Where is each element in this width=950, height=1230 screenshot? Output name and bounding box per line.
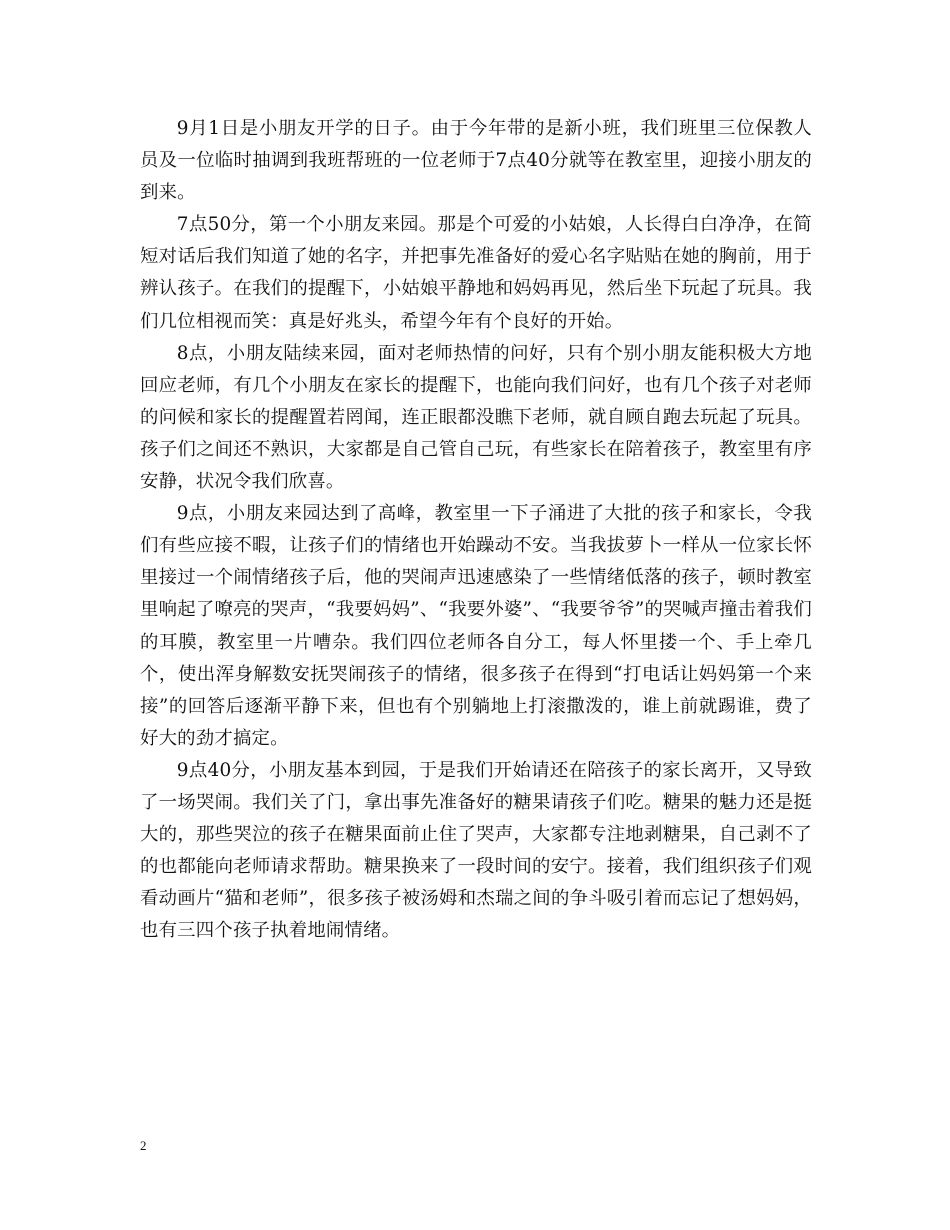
paragraph-2: 7点50分，第一个小朋友来园。那是个可爱的小姑娘，人长得白白净净，在简短对话后我们知道了她的名字，并把事先准备好的爱心名字贴贴在她的胸前，用于辨认孩子。在我们的提醒下，小姑娘平静地和妈妈再见，然后坐下玩起了玩具。我们几位相视而笑：真是好兆头，希望今年有个良好的开始。 — [140, 214, 812, 332]
body-text — [140, 113, 812, 947]
paragraph-5: 9点40分，小朋友基本到园，于是我们开始请还在陪孩子的家长离开，又导致了一场哭闹。我们关了门，拿出事先准备好的糖果请孩子们吃。糖果的魅力还是挺大的，那些哭泣的孩子在糖果面前止住了哭声，大家都专注地剥糖果，自己剥不了的也都能向老师请求帮助。糖果换来了一段时间的安宁。接着，我们组织孩子们观看动画片“猫和老师”，很多孩子被汤姆和杰瑞之间的争斗吸引着而忘记了想妈妈，也有三四个孩子执着地闹情绪。 — [140, 759, 812, 942]
paragraph-1: 9月1日是小朋友开学的日子。由于今年带的是新小班，我们班里三位保教人员及一位临时抽调到我班帮班的一位老师于7点40分就等在教室里，迎接小朋友的到来。 — [140, 118, 812, 204]
page-number: 2 — [140, 1138, 147, 1153]
paragraph-4: 9点，小朋友来园达到了高峰，教室里一下子涌进了大批的孩子和家长，令我们有些应接不暇，让孩子们的情绪也开始躁动不安。当我拔萝卜一样从一位家长怀里接过一个闹情绪孩子后，他的哭闹声迅速感染了一些情绪低落的孩子，顿时教室里响起了嘹亮的哭声，“我要妈妈”、“我要外婆”、“我要爷爷”的哭喊声撞击着我们的耳膜，教室里一片嘈杂。我们四位老师各自分工，每人怀里搂一个、手上牵几个，使出浑身解数安抚哭闹孩子的情绪，很多孩子在得到“打电话让妈妈第一个来接”的回答后逐渐平静下来，但也有个别躺地上打滚撒泼的，谁上前就踢谁，费了好大的劲才搞定。 — [140, 503, 812, 749]
paragraph-3: 8点，小朋友陆续来园，面对老师热情的问好，只有个别小朋友能积极大方地回应老师，有几个小朋友在家长的提醒下，也能向我们问好，也有几个孩子对老师的问候和家长的提醒置若罔闻，连正眼都没瞧下老师，就自顾自跑去玩起了玩具。孩子们之间还不熟识，大家都是自己管自己玩，有些家长在陪着孩子，教室里有序安静，状况令我们欣喜。 — [140, 342, 812, 493]
